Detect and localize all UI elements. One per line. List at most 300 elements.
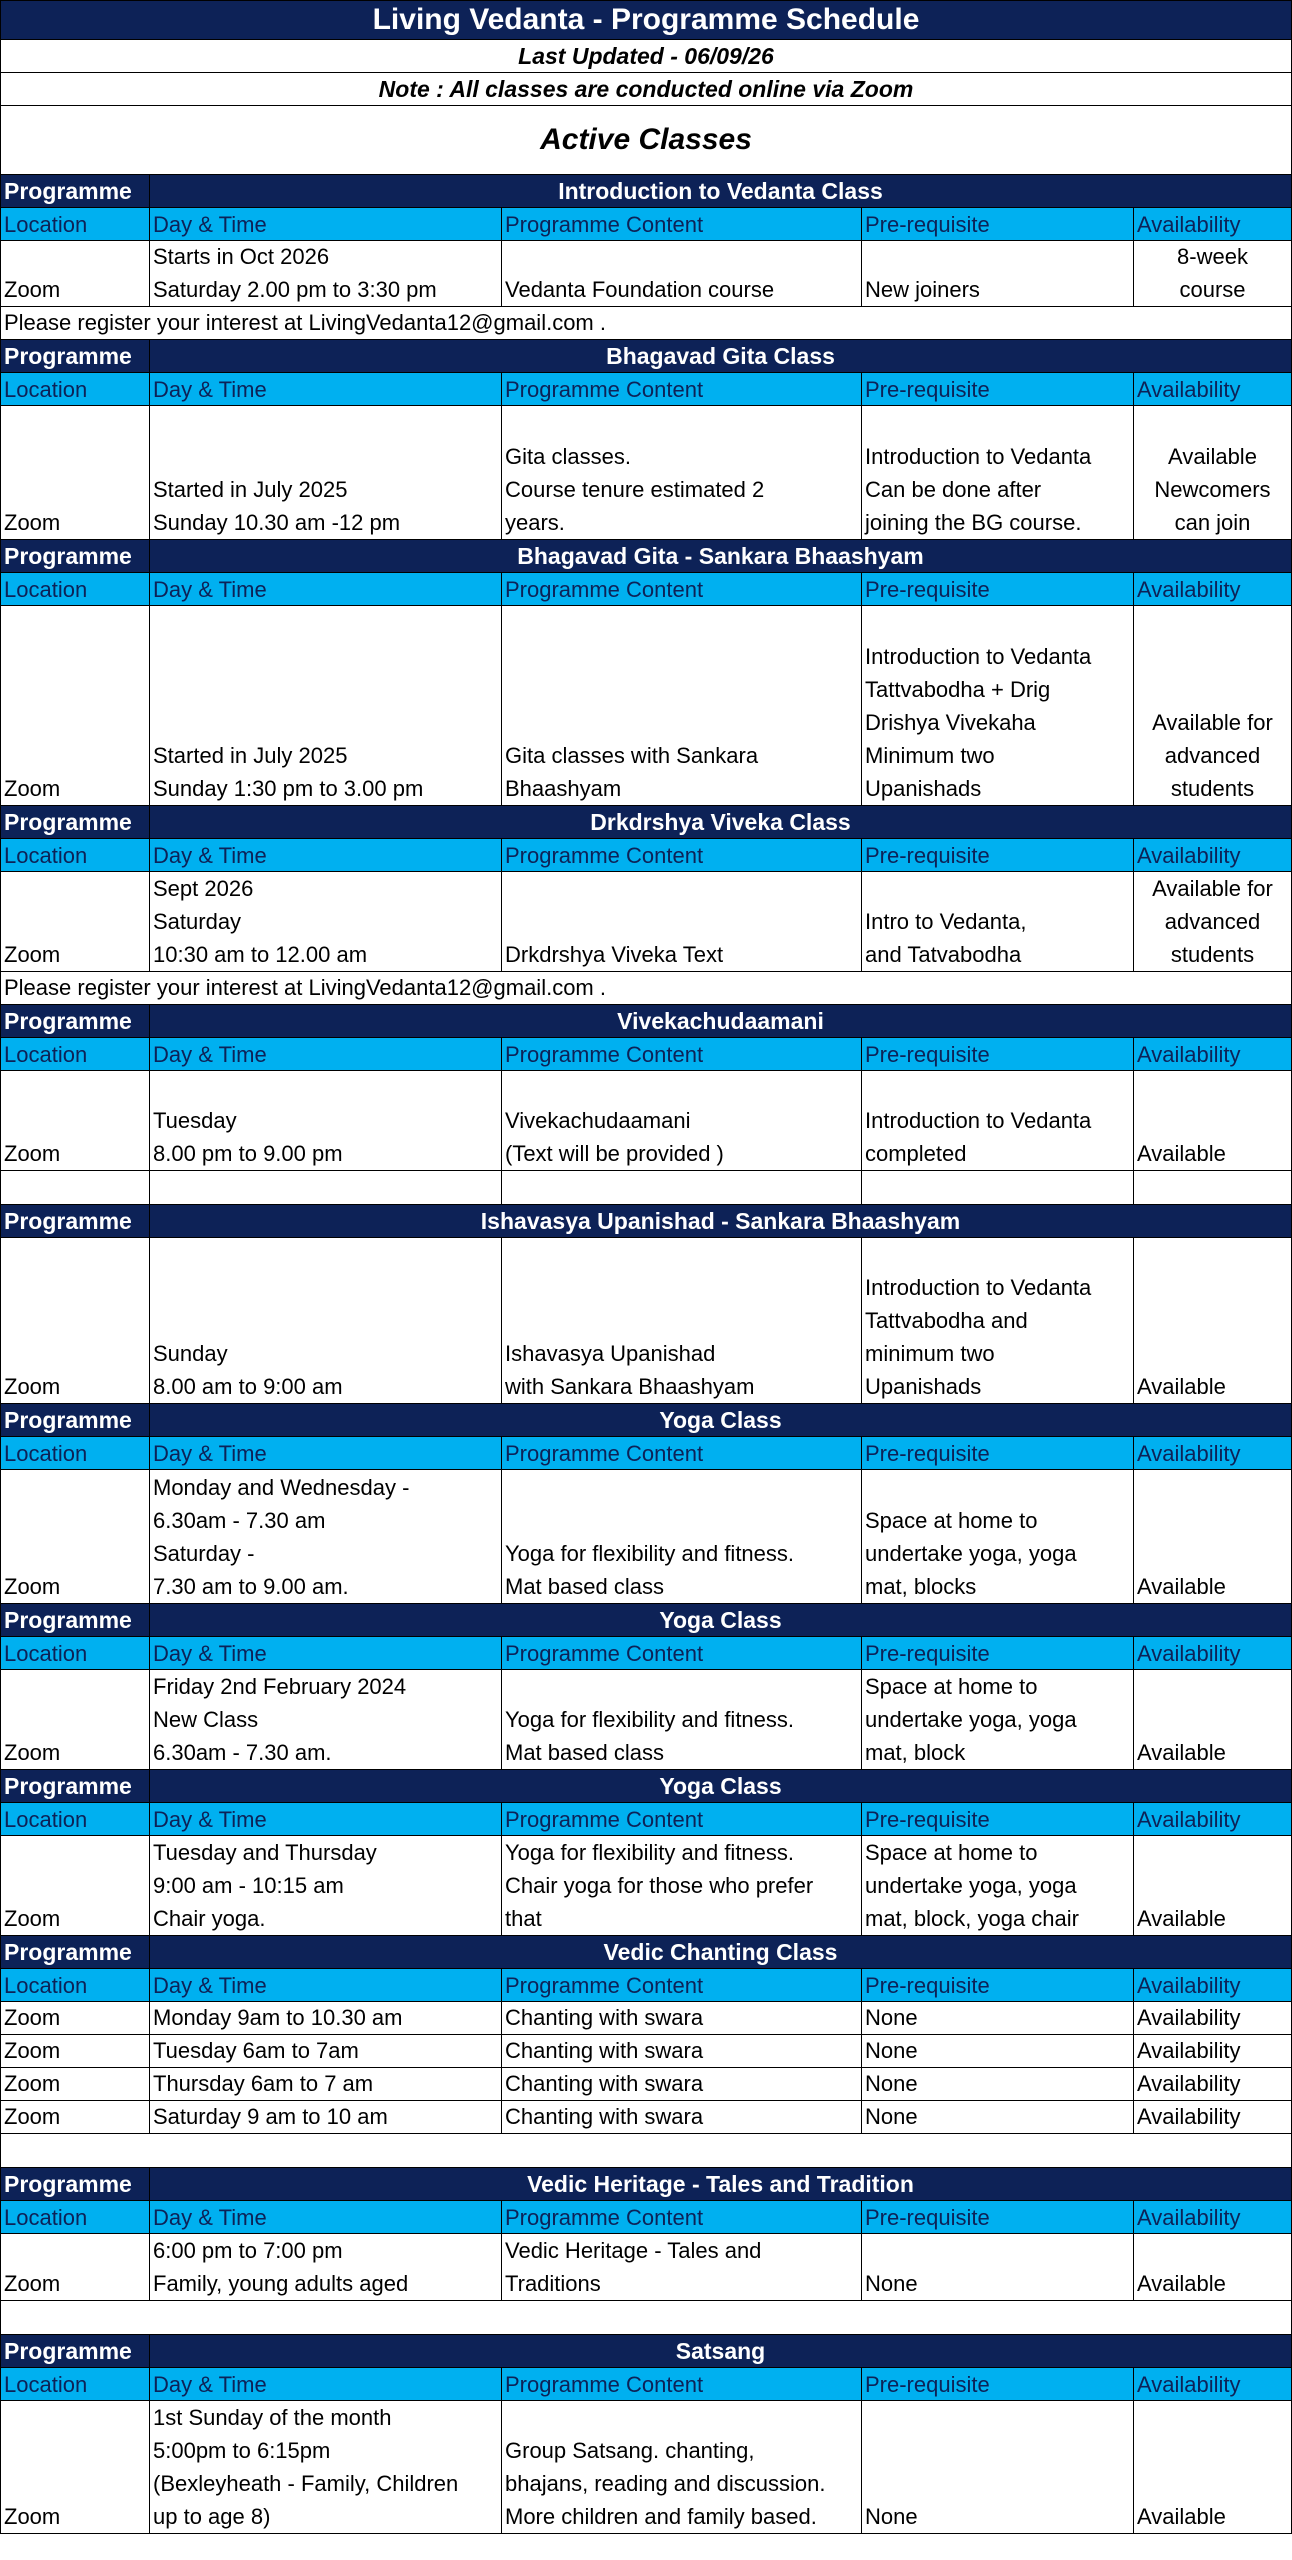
column-header-row — [0, 1969, 1292, 2002]
programme-label: Programme — [0, 540, 150, 573]
day-time-header: Day & Time — [150, 1038, 502, 1071]
content-header: Programme Content — [502, 1803, 862, 1836]
page-title: Living Vedanta - Programme Schedule — [0, 0, 1292, 40]
location-cell-line: Zoom — [4, 1574, 61, 1599]
location-header: Location — [0, 1437, 150, 1470]
location-cell-line: Zoom — [4, 776, 61, 801]
content-cell-line: with Sankara Bhaashyam — [505, 1374, 755, 1399]
prereq-cell-line: Introduction to Vedanta — [865, 444, 1092, 469]
availability-header: Availability — [1134, 1038, 1292, 1071]
day-time-cell-line: Sunday 10.30 am -12 pm — [153, 510, 401, 535]
day-time-cell-line: Saturday — [153, 909, 242, 934]
register-note: Please register your interest at LivingVedanta12@gmail.com . — [0, 307, 1292, 340]
availability-cell-line: Available — [1137, 1574, 1226, 1599]
prereq-cell-line: Intro to Vedanta, — [865, 909, 1027, 934]
location-header: Location — [0, 2368, 150, 2401]
availability-header: Availability — [1134, 1803, 1292, 1836]
content-cell-line: Chanting with swara — [505, 2005, 704, 2030]
content-cell — [502, 2234, 862, 2301]
day-time-cell — [150, 406, 502, 540]
prereq-cell-line: Minimum two — [865, 743, 995, 768]
location-header: Location — [0, 208, 150, 241]
prereq-cell-line: joining the BG course. — [865, 510, 1082, 535]
availability-cell-line: Availability — [1137, 2071, 1241, 2096]
content-cell-line: Yoga for flexibility and fitness. — [505, 1541, 795, 1566]
content-header: Programme Content — [502, 2201, 862, 2234]
day-time-cell-line: 6:00 pm to 7:00 pm — [153, 2238, 343, 2263]
availability-cell — [1134, 872, 1292, 972]
day-time-header: Day & Time — [150, 573, 502, 606]
blank-row — [0, 2301, 1292, 2335]
prereq-cell — [862, 606, 1134, 806]
programme-name: Yoga Class — [150, 1604, 1292, 1637]
day-time-cell — [150, 2234, 502, 2301]
prereq-cell-line: Space at home to — [865, 1508, 1038, 1533]
content-header: Programme Content — [502, 1437, 862, 1470]
programme-label: Programme — [0, 2335, 150, 2368]
day-time-cell-line: 10:30 am to 12.00 am — [153, 942, 368, 967]
programme-name: Yoga Class — [150, 1770, 1292, 1803]
availability-cell-line: Available — [1137, 1906, 1226, 1931]
availability-cell — [1134, 406, 1292, 540]
availability-cell — [1134, 2068, 1292, 2101]
programme-label: Programme — [0, 175, 150, 208]
last-updated: Last Updated - 06/09/26 — [0, 40, 1292, 73]
location-cell-line: Zoom — [4, 2005, 61, 2030]
prereq-cell-line: undertake yoga, yoga — [865, 1541, 1077, 1566]
day-time-cell-line: Saturday 9 am to 10 am — [153, 2104, 388, 2129]
content-cell-line: bhajans, reading and discussion. — [505, 2471, 826, 2496]
content-cell-line: Mat based class — [505, 1740, 664, 1765]
programme-detail-row — [0, 1071, 1292, 1171]
location-cell — [0, 1071, 150, 1171]
programme-row — [0, 1205, 1292, 1238]
content-cell-line: Drkdrshya Viveka Text — [505, 942, 724, 967]
register-note-row — [0, 972, 1292, 1005]
day-time-header: Day & Time — [150, 373, 502, 406]
day-time-cell-line: Sept 2026 — [153, 876, 254, 901]
location-header: Location — [0, 839, 150, 872]
availability-cell-line: Availability — [1137, 2005, 1241, 2030]
location-cell — [0, 2234, 150, 2301]
programme-row — [0, 2335, 1292, 2368]
content-cell-line: Chair yoga for those who prefer — [505, 1873, 814, 1898]
blank-row — [0, 1171, 1292, 1205]
programme-row — [0, 175, 1292, 208]
location-header: Location — [0, 373, 150, 406]
availability-header: Availability — [1134, 1637, 1292, 1670]
prereq-header: Pre-requisite — [862, 208, 1134, 241]
prereq-cell — [862, 2002, 1134, 2035]
day-time-cell-line: Starts in Oct 2026 — [153, 244, 330, 269]
prereq-cell-line: Tattvabodha + Drig — [865, 677, 1051, 702]
day-time-cell-line: Chair yoga. — [153, 1906, 266, 1931]
programme-detail-row — [0, 2068, 1292, 2101]
availability-cell — [1134, 2234, 1292, 2301]
prereq-cell — [862, 2035, 1134, 2068]
programme-row — [0, 2168, 1292, 2201]
content-cell — [502, 606, 862, 806]
content-cell — [502, 1836, 862, 1936]
programme-name: Bhagavad Gita Class — [150, 340, 1292, 373]
content-cell — [502, 2401, 862, 2534]
column-header-row — [0, 573, 1292, 606]
availability-cell-line: Newcomers — [1154, 477, 1271, 502]
content-cell-line: Gita classes with Sankara — [505, 743, 759, 768]
availability-cell — [1134, 2101, 1292, 2134]
programme-name: Yoga Class — [150, 1404, 1292, 1437]
location-cell — [0, 1836, 150, 1936]
prereq-cell-line: and Tatvabodha — [865, 942, 1022, 967]
prereq-cell-line: mat, blocks — [865, 1574, 977, 1599]
day-time-header: Day & Time — [150, 2201, 502, 2234]
content-cell — [502, 1470, 862, 1604]
content-cell-line: Gita classes. — [505, 444, 631, 469]
location-cell-line: Zoom — [4, 2038, 61, 2063]
availability-cell-line: Available — [1137, 2504, 1226, 2529]
availability-cell-line: Available — [1137, 1374, 1226, 1399]
prereq-cell-line: None — [865, 2005, 918, 2030]
day-time-cell — [150, 606, 502, 806]
day-time-cell — [150, 1470, 502, 1604]
content-cell — [502, 1071, 862, 1171]
day-time-cell-line: 1st Sunday of the month — [153, 2405, 392, 2430]
prereq-cell — [862, 241, 1134, 307]
availability-cell-line: Availability — [1137, 2104, 1241, 2129]
content-cell — [502, 2035, 862, 2068]
content-cell-line: Ishavasya Upanishad — [505, 1341, 716, 1366]
prereq-header: Pre-requisite — [862, 573, 1134, 606]
availability-cell-line: 8-week — [1177, 244, 1248, 269]
programme-name: Vedic Chanting Class — [150, 1936, 1292, 1969]
programme-detail-row — [0, 1670, 1292, 1770]
day-time-header: Day & Time — [150, 2368, 502, 2401]
day-time-cell-line: 8.00 am to 9:00 am — [153, 1374, 343, 1399]
prereq-cell — [862, 1836, 1134, 1936]
programme-row — [0, 340, 1292, 373]
availability-cell-line: can join — [1174, 510, 1251, 535]
location-cell — [0, 872, 150, 972]
prereq-cell — [862, 1071, 1134, 1171]
content-cell-line: Group Satsang. chanting, — [505, 2438, 755, 2463]
programme-label: Programme — [0, 1404, 150, 1437]
prereq-cell-line: mat, block — [865, 1740, 966, 1765]
prereq-header: Pre-requisite — [862, 1637, 1134, 1670]
day-time-cell-line: Monday and Wednesday - — [153, 1475, 410, 1500]
programme-name: Satsang — [150, 2335, 1292, 2368]
day-time-cell — [150, 241, 502, 307]
day-time-header: Day & Time — [150, 208, 502, 241]
day-time-cell-line: Tuesday — [153, 1108, 237, 1133]
prereq-cell — [862, 1470, 1134, 1604]
availability-cell-line: course — [1179, 277, 1246, 302]
availability-cell-line: Available — [1137, 2271, 1226, 2296]
location-cell-line: Zoom — [4, 1906, 61, 1931]
prereq-cell-line: None — [865, 2071, 918, 2096]
location-cell-line: Zoom — [4, 510, 61, 535]
prereq-cell-line: completed — [865, 1141, 967, 1166]
location-header: Location — [0, 1969, 150, 2002]
content-cell-line: that — [505, 1906, 542, 1931]
availability-cell-line: Available — [1137, 1740, 1226, 1765]
content-cell-line: Vedanta Foundation course — [505, 277, 775, 302]
availability-cell-line: Available for — [1152, 710, 1273, 735]
day-time-cell-line: Thursday 6am to 7 am — [153, 2071, 374, 2096]
column-header-row — [0, 2368, 1292, 2401]
day-time-cell — [150, 1238, 502, 1404]
day-time-cell-line: Sunday — [153, 1341, 228, 1366]
day-time-cell-line: Started in July 2025 — [153, 743, 348, 768]
prereq-cell — [862, 1238, 1134, 1404]
prereq-header: Pre-requisite — [862, 1437, 1134, 1470]
programme-label: Programme — [0, 806, 150, 839]
prereq-header: Pre-requisite — [862, 1038, 1134, 1071]
day-time-cell-line: Saturday 2.00 pm to 3:30 pm — [153, 277, 437, 302]
prereq-header: Pre-requisite — [862, 2201, 1134, 2234]
prereq-cell — [862, 2068, 1134, 2101]
location-cell-line: Zoom — [4, 1141, 61, 1166]
prereq-header: Pre-requisite — [862, 1969, 1134, 2002]
programme-label: Programme — [0, 340, 150, 373]
column-header-row — [0, 208, 1292, 241]
prereq-cell-line: Drishya Vivekaha — [865, 710, 1036, 735]
location-cell — [0, 406, 150, 540]
day-time-header: Day & Time — [150, 1637, 502, 1670]
day-time-cell-line: Monday 9am to 10.30 am — [153, 2005, 403, 2030]
day-time-header: Day & Time — [150, 1803, 502, 1836]
content-cell-line: (Text will be provided ) — [505, 1141, 724, 1166]
day-time-header: Day & Time — [150, 839, 502, 872]
programme-detail-row — [0, 406, 1292, 540]
availability-cell — [1134, 1071, 1292, 1171]
prereq-cell-line: Space at home to — [865, 1840, 1038, 1865]
programme-label: Programme — [0, 1936, 150, 1969]
availability-cell — [1134, 241, 1292, 307]
blank-cell — [502, 1171, 862, 1205]
prereq-header: Pre-requisite — [862, 373, 1134, 406]
prereq-cell-line: Upanishads — [865, 776, 982, 801]
content-cell — [502, 1670, 862, 1770]
column-header-row — [0, 1038, 1292, 1071]
availability-cell-line: Available — [1168, 444, 1257, 469]
blank-row — [0, 2134, 1292, 2168]
day-time-cell-line: (Bexleyheath - Family, Children — [153, 2471, 459, 2496]
day-time-header: Day & Time — [150, 1437, 502, 1470]
column-header-row — [0, 1637, 1292, 1670]
content-cell-line: Chanting with swara — [505, 2038, 704, 2063]
day-time-cell-line: 7.30 am to 9.00 am. — [153, 1574, 349, 1599]
availability-cell-line: advanced — [1164, 743, 1261, 768]
content-cell — [502, 1238, 862, 1404]
prereq-cell — [862, 1670, 1134, 1770]
column-header-row — [0, 373, 1292, 406]
programme-name: Introduction to Vedanta Class — [150, 175, 1292, 208]
content-header: Programme Content — [502, 2368, 862, 2401]
availability-cell — [1134, 606, 1292, 806]
content-cell-line: Yoga for flexibility and fitness. — [505, 1840, 795, 1865]
prereq-cell-line: Introduction to Vedanta — [865, 644, 1092, 669]
column-header-row — [0, 1437, 1292, 1470]
programme-name: Bhagavad Gita - Sankara Bhaashyam — [150, 540, 1292, 573]
content-header: Programme Content — [502, 1637, 862, 1670]
availability-cell-line: Availability — [1137, 2038, 1241, 2063]
location-cell — [0, 2401, 150, 2534]
location-cell-line: Zoom — [4, 1374, 61, 1399]
day-time-cell-line: Family, young adults aged — [153, 2271, 409, 2296]
content-header: Programme Content — [502, 1969, 862, 2002]
day-time-cell-line: 6.30am - 7.30 am. — [153, 1740, 332, 1765]
content-header: Programme Content — [502, 573, 862, 606]
blank-cell — [0, 1171, 150, 1205]
availability-header: Availability — [1134, 839, 1292, 872]
content-cell-line: Chanting with swara — [505, 2104, 704, 2129]
prereq-cell-line: Tattvabodha and — [865, 1308, 1028, 1333]
content-cell-line: Mat based class — [505, 1574, 664, 1599]
day-time-header: Day & Time — [150, 1969, 502, 2002]
availability-header: Availability — [1134, 2201, 1292, 2234]
location-cell — [0, 606, 150, 806]
day-time-cell-line: Saturday - — [153, 1541, 255, 1566]
location-header: Location — [0, 1637, 150, 1670]
prereq-cell-line: None — [865, 2271, 918, 2296]
content-cell — [502, 2002, 862, 2035]
content-cell-line: Traditions — [505, 2271, 601, 2296]
location-cell — [0, 2002, 150, 2035]
programme-row — [0, 1604, 1292, 1637]
blank-cell — [862, 1171, 1134, 1205]
location-cell-line: Zoom — [4, 277, 61, 302]
prereq-header: Pre-requisite — [862, 2368, 1134, 2401]
day-time-cell — [150, 2101, 502, 2134]
day-time-cell-line: Started in July 2025 — [153, 477, 348, 502]
programme-name: Ishavasya Upanishad - Sankara Bhaashyam — [150, 1205, 1292, 1238]
availability-header: Availability — [1134, 1969, 1292, 2002]
content-cell — [502, 406, 862, 540]
programme-detail-row — [0, 1836, 1292, 1936]
availability-cell — [1134, 2035, 1292, 2068]
availability-header: Availability — [1134, 2368, 1292, 2401]
availability-cell-line: advanced — [1164, 909, 1261, 934]
content-cell-line: Chanting with swara — [505, 2071, 704, 2096]
availability-cell — [1134, 2401, 1292, 2534]
day-time-cell-line: 6.30am - 7.30 am — [153, 1508, 326, 1533]
location-cell — [0, 241, 150, 307]
content-cell-line: years. — [505, 510, 565, 535]
availability-cell-line: students — [1170, 942, 1255, 967]
prereq-cell-line: minimum two — [865, 1341, 995, 1366]
day-time-cell-line: Friday 2nd February 2024 — [153, 1674, 407, 1699]
day-time-cell-line: 5:00pm to 6:15pm — [153, 2438, 331, 2463]
programme-label: Programme — [0, 1005, 150, 1038]
availability-header: Availability — [1134, 373, 1292, 406]
prereq-cell-line: Introduction to Vedanta — [865, 1108, 1092, 1133]
programme-name: Vedic Heritage - Tales and Tradition — [150, 2168, 1292, 2201]
column-header-row — [0, 2201, 1292, 2234]
programme-label: Programme — [0, 2168, 150, 2201]
availability-cell — [1134, 1470, 1292, 1604]
programme-name: Vivekachudaamani — [150, 1005, 1292, 1038]
location-cell-line: Zoom — [4, 2271, 61, 2296]
availability-cell-line: Available — [1137, 1141, 1226, 1166]
prereq-cell-line: None — [865, 2104, 918, 2129]
availability-cell-line: Available for — [1152, 876, 1273, 901]
register-note-row — [0, 307, 1292, 340]
prereq-cell-line: None — [865, 2504, 918, 2529]
column-header-row — [0, 839, 1292, 872]
location-cell — [0, 1670, 150, 1770]
programme-detail-row — [0, 241, 1292, 307]
programme-row — [0, 1005, 1292, 1038]
programme-label: Programme — [0, 1770, 150, 1803]
day-time-cell — [150, 2035, 502, 2068]
programme-label: Programme — [0, 1604, 150, 1637]
programme-row — [0, 806, 1292, 839]
day-time-cell — [150, 1836, 502, 1936]
availability-cell — [1134, 1238, 1292, 1404]
programme-name: Drkdrshya Viveka Class — [150, 806, 1292, 839]
prereq-cell — [862, 406, 1134, 540]
location-header: Location — [0, 2201, 150, 2234]
content-cell — [502, 2068, 862, 2101]
register-note: Please register your interest at LivingVedanta12@gmail.com . — [0, 972, 1292, 1005]
content-cell-line: Bhaashyam — [505, 776, 622, 801]
prereq-cell-line: Can be done after — [865, 477, 1042, 502]
availability-cell-line: students — [1170, 776, 1255, 801]
programme-detail-row — [0, 2101, 1292, 2134]
location-cell-line: Zoom — [4, 2504, 61, 2529]
day-time-cell-line: Sunday 1:30 pm to 3.00 pm — [153, 776, 424, 801]
day-time-cell-line: Tuesday 6am to 7am — [153, 2038, 359, 2063]
location-cell-line: Zoom — [4, 1740, 61, 1765]
availability-cell — [1134, 2002, 1292, 2035]
availability-cell — [1134, 1836, 1292, 1936]
location-cell-line: Zoom — [4, 2071, 61, 2096]
programme-detail-row — [0, 872, 1292, 972]
blank-cell — [1134, 1171, 1292, 1205]
programme-row — [0, 540, 1292, 573]
content-header: Programme Content — [502, 208, 862, 241]
location-cell — [0, 2101, 150, 2134]
day-time-cell — [150, 2068, 502, 2101]
day-time-cell — [150, 2002, 502, 2035]
location-header: Location — [0, 1038, 150, 1071]
prereq-header: Pre-requisite — [862, 1803, 1134, 1836]
prereq-cell-line: Space at home to — [865, 1674, 1038, 1699]
location-cell — [0, 1470, 150, 1604]
content-cell-line: Course tenure estimated 2 — [505, 477, 765, 502]
availability-header: Availability — [1134, 1437, 1292, 1470]
prereq-cell-line: New joiners — [865, 277, 980, 302]
content-cell-line: Vivekachudaamani — [505, 1108, 691, 1133]
location-cell — [0, 2068, 150, 2101]
day-time-cell — [150, 872, 502, 972]
location-cell — [0, 2035, 150, 2068]
programme-label: Programme — [0, 1205, 150, 1238]
prereq-cell — [862, 2401, 1134, 2534]
location-cell — [0, 1238, 150, 1404]
day-time-cell-line: New Class — [153, 1707, 259, 1732]
prereq-cell — [862, 2234, 1134, 2301]
content-header: Programme Content — [502, 839, 862, 872]
prereq-cell-line: Introduction to Vedanta — [865, 1275, 1092, 1300]
content-header: Programme Content — [502, 373, 862, 406]
availability-cell — [1134, 1670, 1292, 1770]
content-cell — [502, 241, 862, 307]
content-header: Programme Content — [502, 1038, 862, 1071]
location-cell-line: Zoom — [4, 2104, 61, 2129]
day-time-cell — [150, 2401, 502, 2534]
programme-row — [0, 1936, 1292, 1969]
